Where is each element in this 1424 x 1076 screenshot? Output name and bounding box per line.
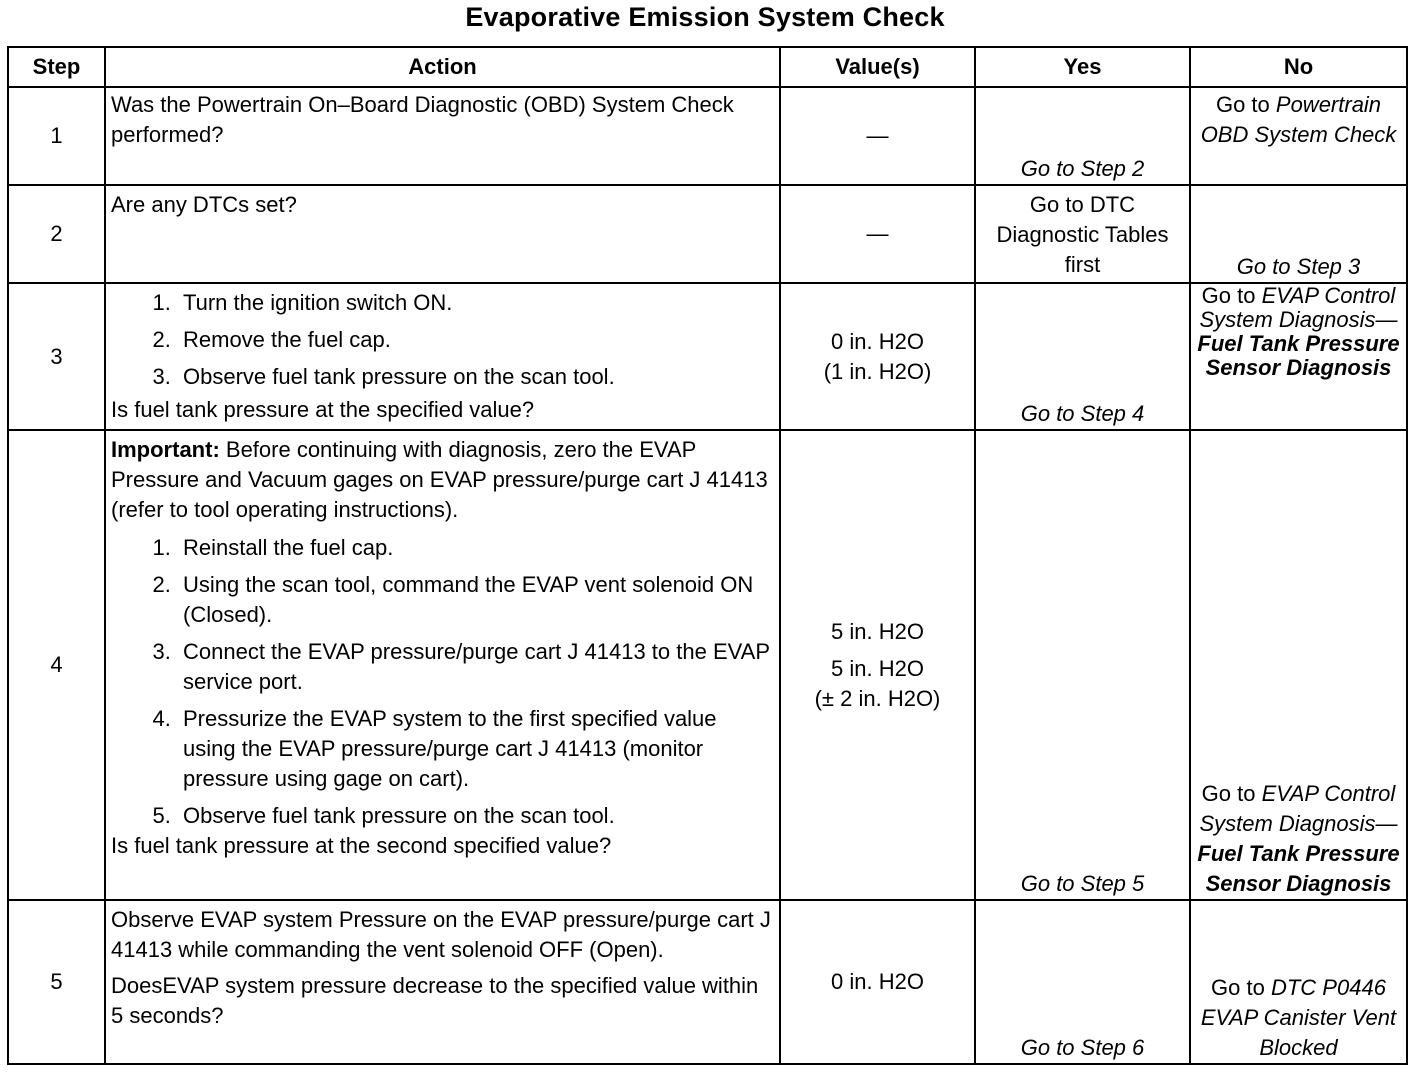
yes-cell: Go to Step 2 xyxy=(975,87,1190,185)
no-cell xyxy=(1190,430,1407,900)
table-row xyxy=(8,185,1407,283)
action-cell: Was the Powertrain On–Board Diagnostic (OBD) System Check performed? xyxy=(105,87,780,185)
question-text: Is fuel tank pressure at the second specified value? xyxy=(111,833,612,858)
no-prefix: Go to xyxy=(1211,975,1265,1000)
list-item: 4. Pressurize the EVAP system to the first specified value using the EVAP pressure/purge cart J 41413 (monitor pressure using gage on cart). xyxy=(177,704,774,794)
table-row xyxy=(8,283,1407,430)
table-row xyxy=(8,900,1407,1064)
list-item: 1. Reinstall the fuel cap. xyxy=(177,533,774,563)
action-text: Observe EVAP system Pressure on the EVAP pressure/purge cart J 41413 while commanding the vent solenoid OFF (Open). xyxy=(111,907,771,962)
action-cell xyxy=(105,283,780,430)
yes-cell: Go to Step 5 xyxy=(975,430,1190,900)
yes-cell: Go to Step 6 xyxy=(975,900,1190,1064)
value-line: 0 in. H2O xyxy=(831,328,924,354)
list-item: 2. Using the scan tool, command the EVAP vent solenoid ON (Closed). xyxy=(177,570,774,630)
no-prefix: Go to xyxy=(1215,92,1270,117)
list-item: 1. Turn the ignition switch ON. xyxy=(177,284,774,321)
important-label: Important: xyxy=(111,437,220,462)
yes-cell: Go to Step 4 xyxy=(975,283,1190,430)
header-row xyxy=(8,47,1407,87)
action-cell xyxy=(105,900,780,1064)
no-link-bold: Fuel Tank Pressure Sensor Diagnosis xyxy=(1197,331,1400,380)
no-cell xyxy=(1190,283,1407,430)
list-item: 5. Observe fuel tank pressure on the scan tool. xyxy=(177,801,774,831)
values-cell: — xyxy=(780,87,975,185)
no-link: EVAP Control System Diagnosis— xyxy=(1199,781,1398,836)
step-number: 3 xyxy=(8,283,105,430)
page-title: Evaporative Emission System Check xyxy=(465,2,945,32)
no-link: Powertrain OBD System Check xyxy=(1200,92,1397,147)
question-text: DoesEVAP system pressure decrease to the specified value within 5 seconds? xyxy=(111,973,759,1028)
step-number: 2 xyxy=(8,185,105,283)
action-steps xyxy=(111,533,774,831)
important-text: Before continuing with diagnosis, zero the EVAP Pressure and Vacuum gages on EVAP pressure/purge cart J 41413 (refer to tool operating instructions). xyxy=(111,437,768,522)
values-cell: 0 in. H2O xyxy=(780,900,975,1064)
important-note xyxy=(111,435,774,525)
diagnostic-table xyxy=(7,46,1408,1065)
header-yes: Yes xyxy=(975,47,1190,87)
no-cell: Go to Step 3 xyxy=(1190,185,1407,283)
list-item: 3. Connect the EVAP pressure/purge cart J 41413 to the EVAP service port. xyxy=(177,637,774,697)
values-cell: — xyxy=(780,185,975,283)
header-step: Step xyxy=(8,47,105,87)
header-action: Action xyxy=(105,47,780,87)
step-number: 4 xyxy=(8,430,105,900)
value-line: (1 in. H2O) xyxy=(823,358,932,384)
no-cell xyxy=(1190,87,1407,185)
value-line: 5 in. H2O xyxy=(831,618,924,644)
list-item: 2. Remove the fuel cap. xyxy=(177,321,774,358)
yes-cell: Go to DTC Diagnostic Tables first xyxy=(975,185,1190,283)
no-link: EVAP Control System Diagnosis— xyxy=(1199,283,1398,332)
values-cell xyxy=(780,430,975,900)
action-cell: Are any DTCs set? xyxy=(105,185,780,283)
action-steps xyxy=(111,284,774,395)
no-link: DTC P0446 EVAP Canister Vent Blocked xyxy=(1200,975,1397,1060)
table-row xyxy=(8,87,1407,185)
question-text: Is fuel tank pressure at the specified value? xyxy=(111,397,535,422)
values-cell xyxy=(780,283,975,430)
action-cell xyxy=(105,430,780,900)
no-cell xyxy=(1190,900,1407,1064)
header-no: No xyxy=(1190,47,1407,87)
header-values: Value(s) xyxy=(780,47,975,87)
list-item: 3. Observe fuel tank pressure on the scan tool. xyxy=(177,358,774,395)
table-row xyxy=(8,430,1407,900)
value-line: (± 2 in. H2O) xyxy=(814,685,941,711)
no-link-bold: Fuel Tank Pressure Sensor Diagnosis xyxy=(1197,841,1400,896)
no-prefix: Go to xyxy=(1201,283,1256,308)
step-number: 1 xyxy=(8,87,105,185)
no-prefix: Go to xyxy=(1201,781,1256,806)
value-line: 5 in. H2O xyxy=(831,655,924,681)
step-number: 5 xyxy=(8,900,105,1064)
